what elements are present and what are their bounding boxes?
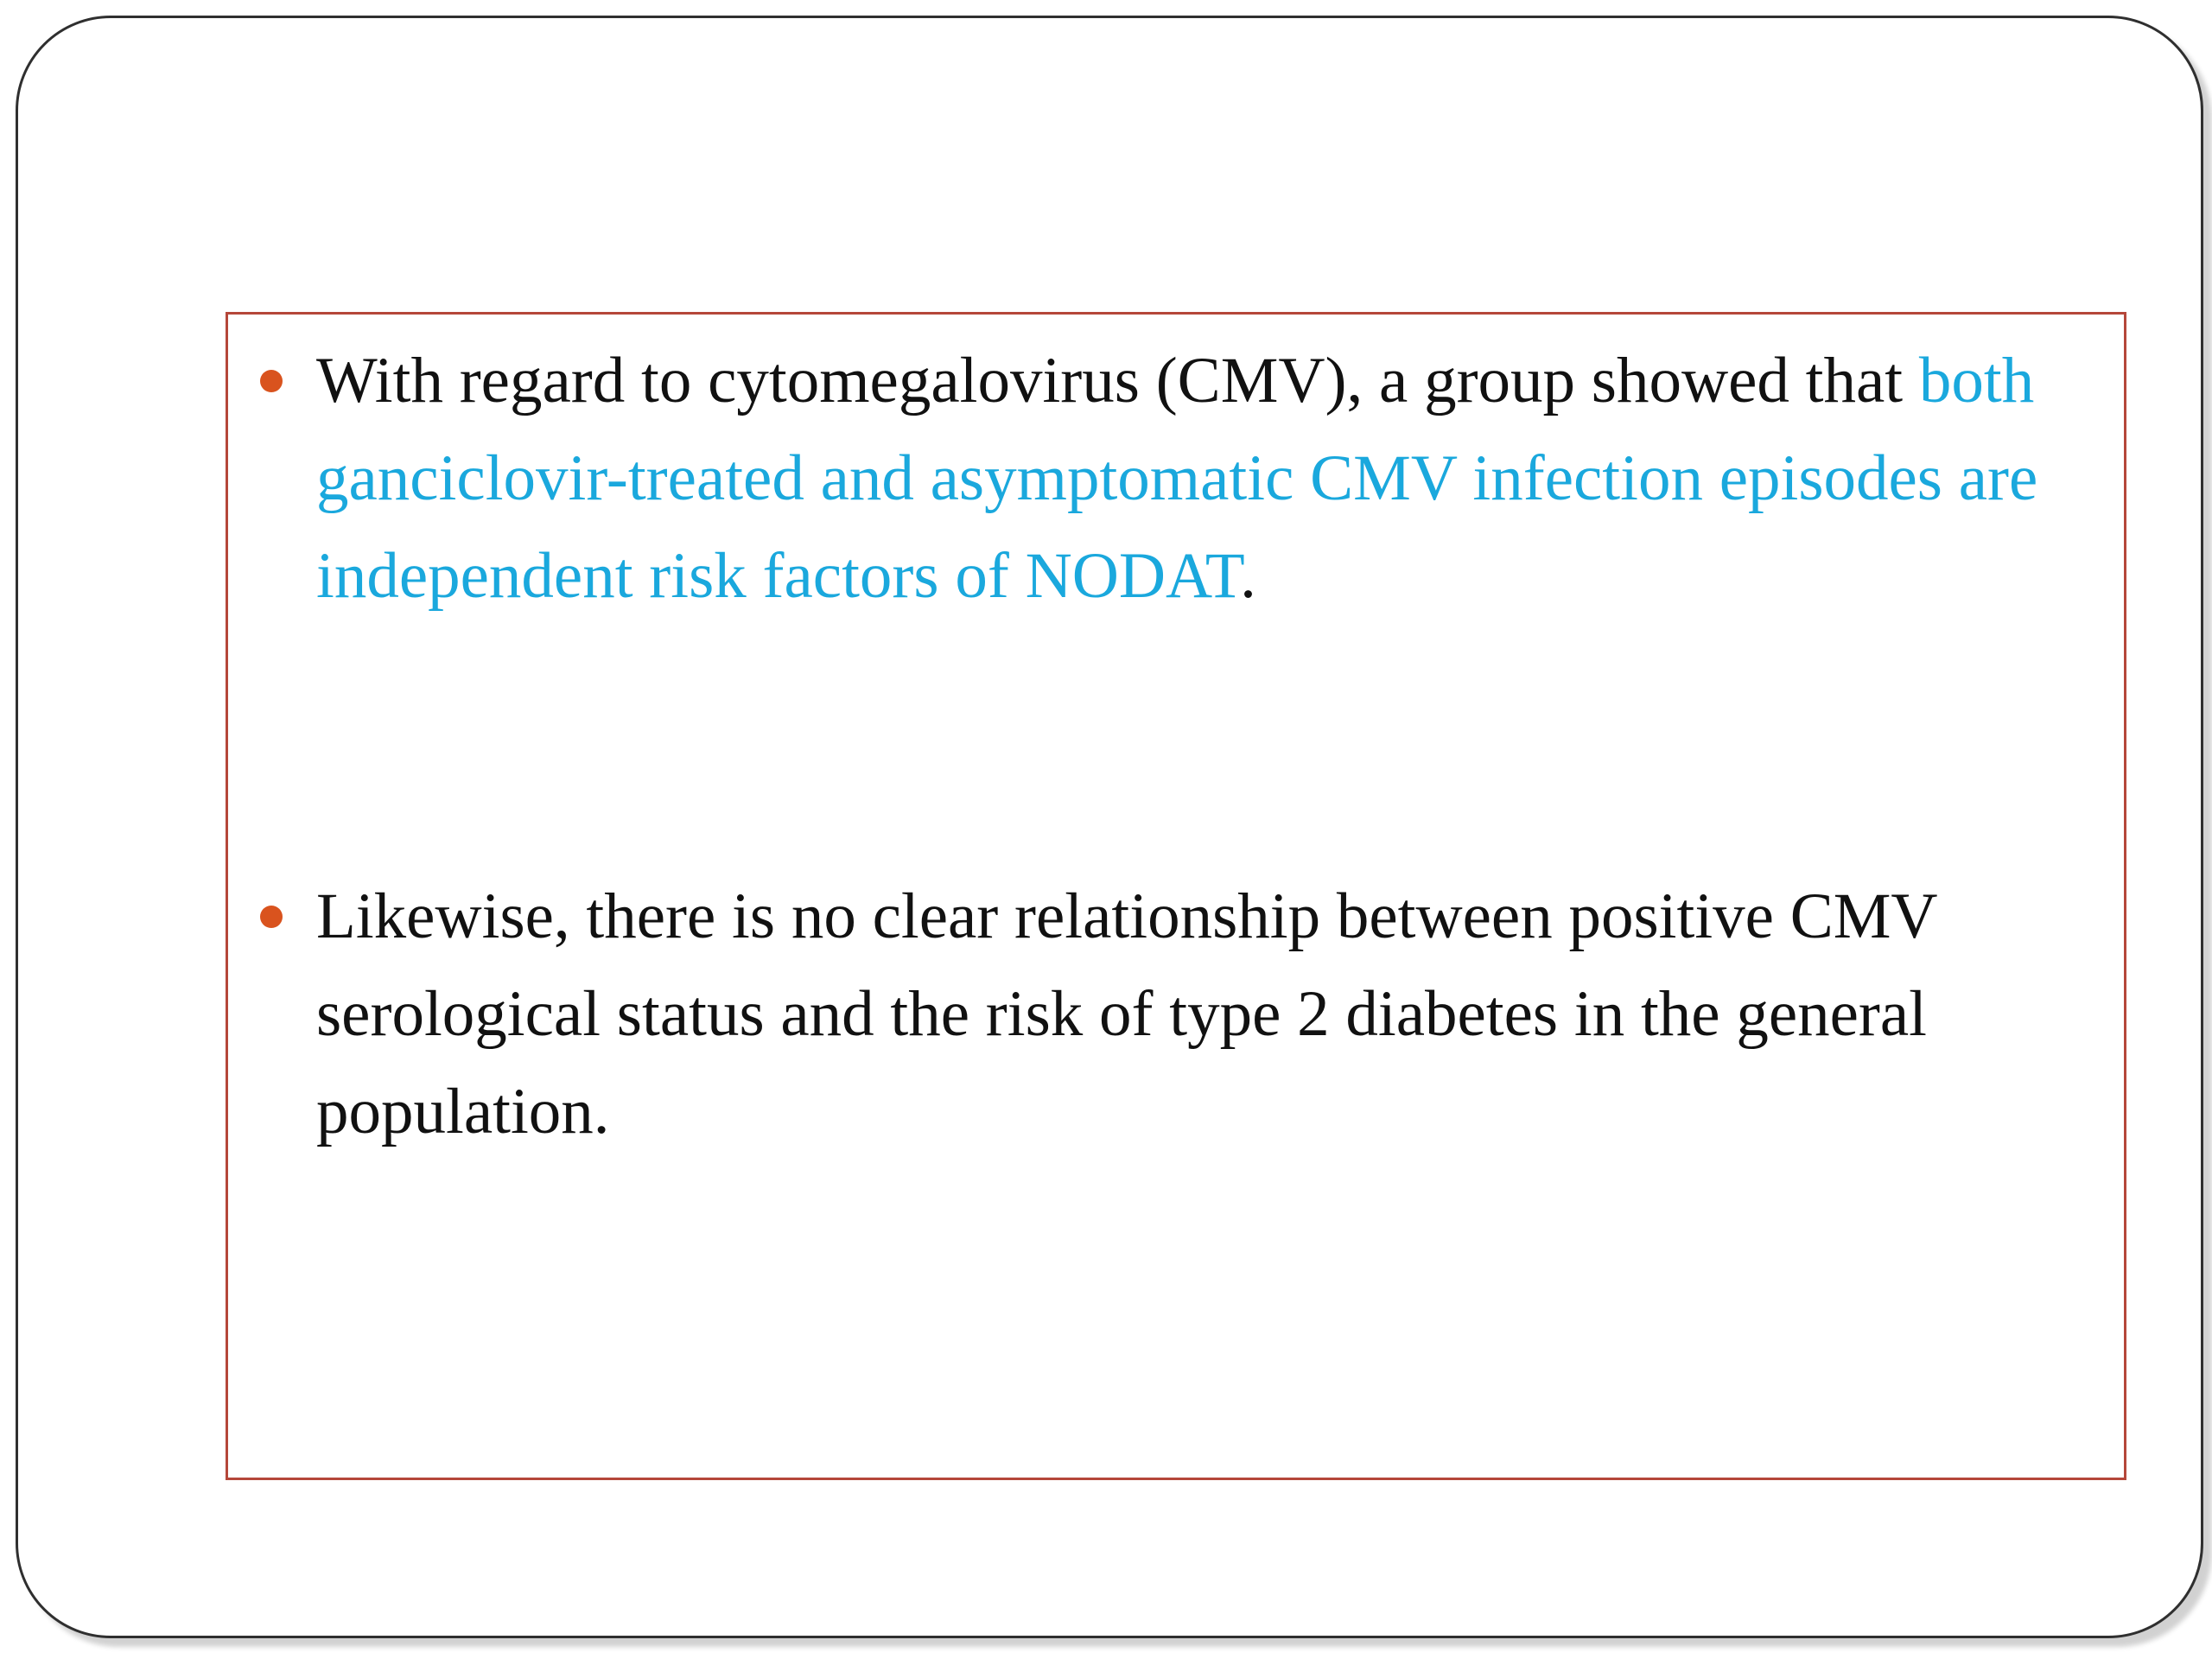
content-box	[226, 312, 2126, 1480]
bullet-dot-icon	[260, 370, 283, 392]
bullet-text-2-body: Likewise, there is no clear relationship between positive CMV serological status and the risk of type 2 diabetes in the general population.	[316, 880, 1937, 1147]
bullet-text-2	[316, 868, 2096, 1160]
bullet-dot-icon	[260, 906, 283, 928]
bullet-text-1	[316, 332, 2096, 625]
bullet-text-1-highlight: both ganciclovir-treated and asymptomatic CMV infection episodes are independent risk factors of NODAT	[316, 345, 2038, 612]
slide-frame	[16, 16, 2203, 1638]
bullet-text-1-intro: With regard to cytomegalovirus (CMV), a group showed that	[316, 345, 1919, 416]
bullet-text-1-end: .	[1240, 540, 1256, 612]
